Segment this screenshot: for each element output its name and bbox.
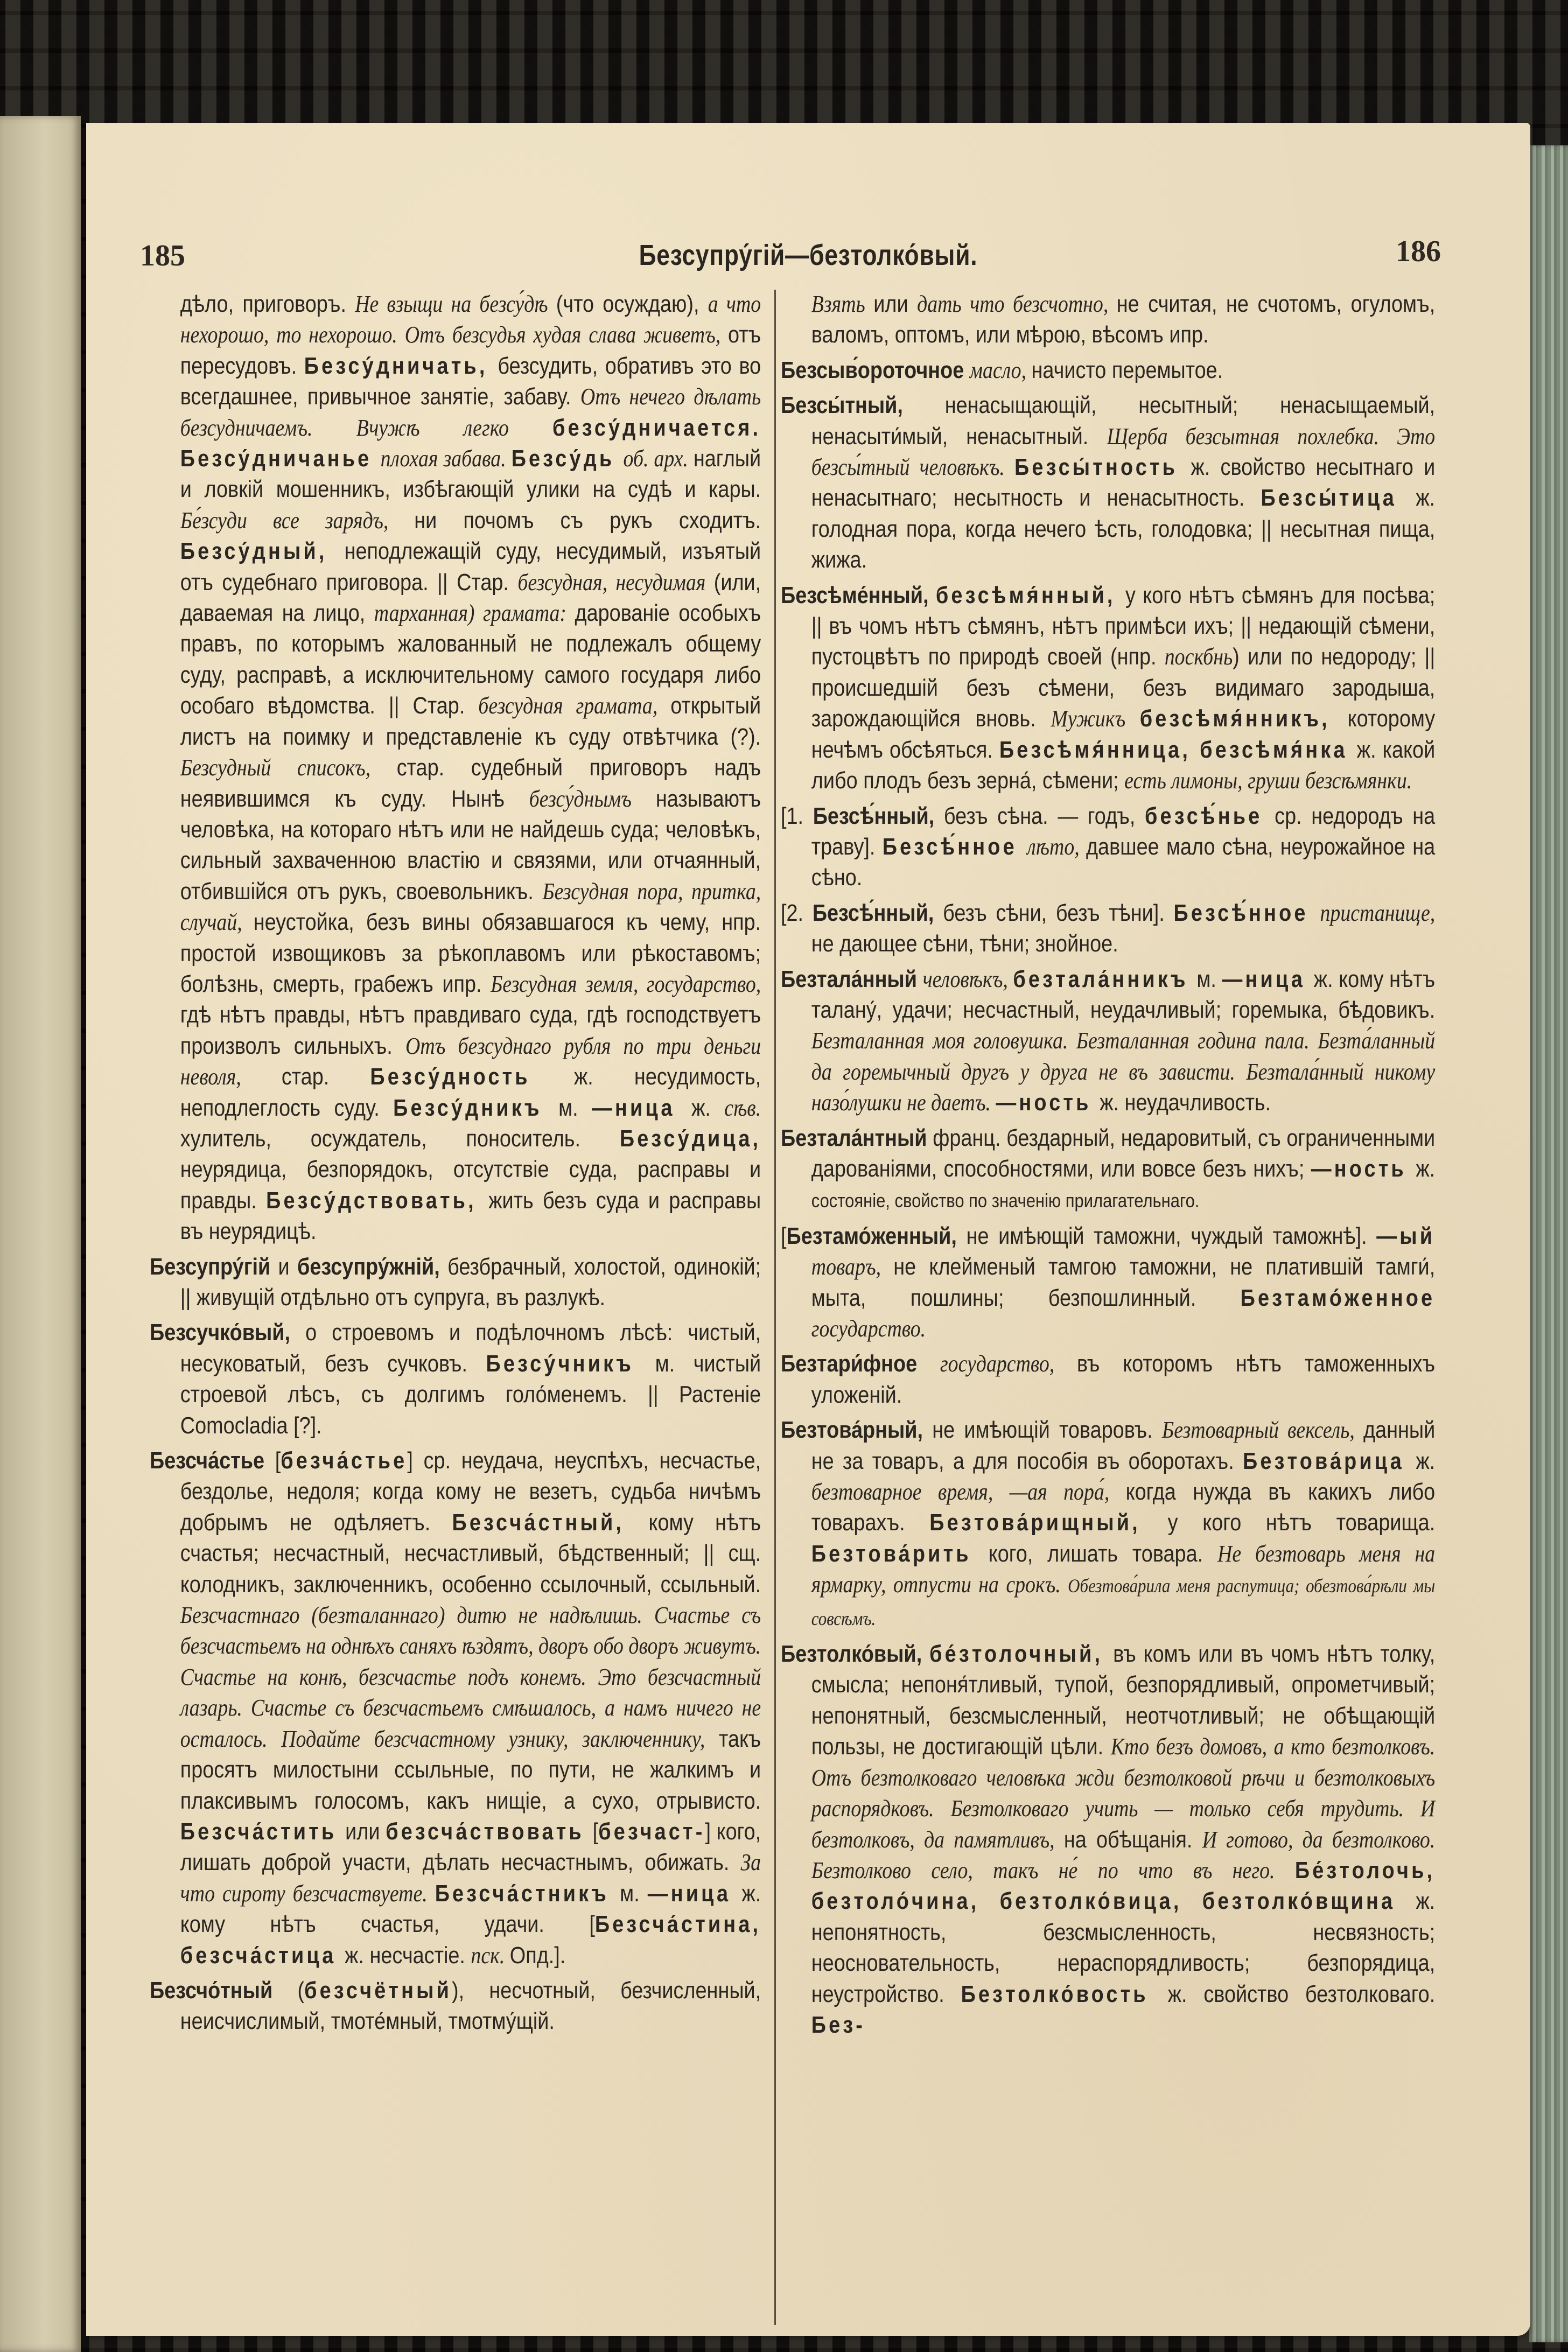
left-column: [150, 289, 761, 2041]
definition-text: дѣло, приговоръ.: [180, 291, 355, 317]
subheadword: Безсы́тица: [1261, 485, 1416, 512]
definition-text: отъ пересудовъ.: [180, 321, 761, 379]
subheadword: безсѣ́нье: [1145, 802, 1275, 829]
definition-text: ж.: [1416, 1155, 1436, 1182]
definition-text: франц. бездарный, недаровитый, съ ограниченными дарованіями, способностями, или вовсе безъ нихъ;: [811, 1124, 1436, 1182]
definition-text: жить безъ суда и расправы въ неурядицѣ.: [180, 1187, 761, 1245]
example-italic: сѣв.: [724, 1094, 761, 1121]
definition-text: не считая, не счотомъ, огуломъ, валомъ, оптомъ, или мѣрою, вѣсомъ ипр.: [811, 291, 1436, 348]
headword: безсупру́жній,: [297, 1253, 448, 1280]
subheadword: —ность: [996, 1089, 1100, 1116]
example-italic: безсудная грамата,: [478, 692, 671, 719]
definition-text: состояніе, свойство по значенію прилагательнаго.: [811, 1189, 1200, 1212]
definition-text: безъ сѣна. — годъ,: [943, 802, 1145, 829]
definition-text: ), несчотный, безчисленный, неисчислимый, тмоте́мный, тмотму́щій.: [180, 1977, 761, 2035]
definition-text: въ которомъ нѣтъ таможенныхъ уложеній.: [811, 1350, 1436, 1408]
subheadword: Безсѣмя́нница, безсѣмя́нка: [999, 736, 1357, 763]
definition-text: ж. неудачливость.: [1100, 1089, 1271, 1116]
example-italic: тарханная) грамата:: [374, 600, 575, 627]
subheadword: Безсы́тность: [1014, 454, 1191, 481]
definition-text: ж. кому нѣтъ талану́, удачи; несчастный, неудачливый; горемыка, бѣдовикъ.: [811, 965, 1436, 1023]
dictionary-entry: [781, 898, 1435, 960]
definition-text: ] ср. неудача, неуспѣхъ, несчастье, бездолье, недоля; когда кому не везетъ, судьба ничѣмъ добрымъ не одѣляетъ.: [180, 1447, 761, 1536]
subheadword: безсу́дничается. Безсу́дничанье: [180, 414, 761, 472]
definition-text: неподлежащій суду, несудимый, изъятый отъ судебнаго приговора. || Стар.: [180, 538, 761, 596]
definition-text: и: [278, 1253, 297, 1280]
subheadword: Безсу́дь: [511, 445, 624, 472]
subheadword: Безсча́стить: [180, 1818, 346, 1845]
subheadword: Безтова́рить: [811, 1540, 989, 1567]
definition-text: безсудить, обративъ это во всегдашнее, привычное занятіе, забаву.: [180, 352, 761, 410]
definition-text: ж. свойство несытнаго и ненасытнаго; несытность и ненасытность.: [811, 454, 1436, 512]
subheadword: безсѣмя́нникъ,: [1139, 705, 1348, 732]
definition-text: [: [275, 1447, 281, 1474]
definition-text: не имѣющій товаровъ.: [932, 1417, 1162, 1444]
example-italic: Безсудная земля, государство,: [491, 970, 761, 997]
definition-text: [1.: [781, 802, 813, 829]
headword: Безсы́тный,: [781, 392, 945, 419]
example-italic: И готово, да безтолково. Безтолково село, такъ не́ по что въ него.: [811, 1826, 1436, 1884]
dictionary-entry: [781, 1639, 1435, 2040]
subheadword: Безсѣ́нное: [1173, 899, 1320, 926]
subheadword: Безсу́дный,: [180, 538, 345, 565]
definition-text: м.: [558, 1094, 592, 1121]
headword: Безтамо́женный,: [786, 1222, 967, 1249]
definition-text: стар.: [281, 1063, 370, 1090]
subheadword: Безсу́дица,: [619, 1125, 761, 1152]
example-italic: За что сироту безсчаствуете.: [180, 1849, 761, 1907]
example-italic: Бе́зсуди все зарядъ,: [180, 507, 415, 534]
example-italic: Обезтова́рила меня распутица; обезтова́рѣли мы совсѣмъ.: [811, 1575, 1436, 1629]
definition-text: безъ сѣни, безъ тѣни].: [943, 899, 1174, 926]
example-italic: Не безтоварь меня на ярмарку, отпусти на срокъ.: [811, 1540, 1436, 1598]
dictionary-entry: [781, 1415, 1435, 1634]
subheadword: —ность: [1311, 1155, 1416, 1182]
example-italic: Кто безъ домовъ, а кто безтолковъ. Отъ безтолковаго человѣка жди безтолковой рѣчи и безтолковыхъ распорядковъ. Безтолковаго учить — только себя трудить. И безтолковъ, да памятливъ,: [811, 1733, 1436, 1853]
headword: Безтала́нный: [781, 965, 923, 992]
example-italic: об. арх.: [623, 445, 694, 472]
definition-text: такъ просятъ милостыни ссыльные, по пути, не жалкимъ и плаксивымъ голосомъ, какъ нищіе, а сухо, отрывисто.: [180, 1725, 761, 1814]
definition-text: ) или по недороду; || происшедшій безъ сѣмени, безъ видимаго зародыша, зарождающійся вновь.: [811, 643, 1436, 732]
definition-text: ж. несчастіе.: [345, 1942, 471, 1969]
definition-text: м.: [620, 1880, 648, 1907]
definition-text: открытый листъ на поимку и представленіе къ суду отвѣтчика (?).: [180, 692, 761, 750]
definition-text: ж. кому нѣтъ счастья, удачи. [: [180, 1880, 761, 1938]
definition-text: м.: [1196, 965, 1222, 992]
subheadword: Безсу́дникъ: [393, 1094, 559, 1121]
example-italic: Не взыщи на безсу́дѣ: [355, 291, 556, 317]
definition-text: кому нѣтъ счастья; несчастный, несчастливый, бѣдственный; || сщ. колодникъ, заключенникъ, особенно ссылочный, ссыльный.: [180, 1509, 761, 1598]
example-italic: поскбнь: [1164, 643, 1233, 670]
example-italic: безсудная, несудимая: [517, 569, 714, 596]
headword: Безтари́фное: [781, 1350, 940, 1377]
subheadword: Безтолко́вость: [961, 1980, 1168, 2007]
dictionary-entry: [781, 390, 1435, 575]
example-italic: Отъ безсуднаго рубля по три деньги неволя,: [180, 1032, 761, 1090]
definition-text: Опд.].: [509, 1942, 566, 1969]
dictionary-entry: [781, 801, 1435, 893]
headword: Безсѣ́нный,: [813, 802, 944, 829]
subheadword: Безсча́стина, безсча́стица: [180, 1911, 761, 1969]
example-italic: дать что безсчотно,: [917, 291, 1117, 317]
dictionary-entry: [150, 1251, 761, 1313]
headword: Безсѣ́нный,: [812, 899, 943, 926]
dictionary-page: [86, 123, 1530, 2336]
example-italic: товаръ,: [811, 1254, 894, 1280]
definition-text: не клейменый тамгою таможни, не платившій тамги́, мыта, пошлины; безпошлинный.: [811, 1254, 1436, 1311]
definition-text: ж. непонятность, безсмысленность, несвязность; неосновательность, нераспорядливость; безпорядица, неустройство.: [811, 1888, 1436, 2007]
subheadword: Безсу́дность: [370, 1063, 574, 1090]
right-column-text: [781, 289, 1435, 2040]
definition-text: начисто перемытое.: [1031, 356, 1223, 383]
definition-text: неурядица, безпорядокъ, отсутствіе суда, расправы и правды.: [180, 1156, 761, 1214]
subheadword: Безсѣ́нное: [882, 833, 1027, 860]
headword: Безтала́нтный: [781, 1124, 933, 1151]
dictionary-entry: [781, 1221, 1435, 1345]
definition-text: м. чистый строевой лѣсъ, съ долгимъ голо́менемъ. || Растеніе Comocladia [?].: [180, 1350, 761, 1439]
page-number-right: 186: [1396, 235, 1441, 268]
definition-text: хулитель, осуждатель, поноситель.: [180, 1125, 620, 1152]
definition-text: называютъ человѣка, на котораго нѣтъ или не найдешь суда; человѣкъ, сильный захваченною властію и связями, или отчаянный, отбившійся отъ рукъ, своевольникъ.: [180, 785, 761, 905]
definition-text: [2.: [781, 899, 813, 926]
headword: Безсчо́тный: [150, 1977, 298, 2004]
dictionary-entry: [150, 1445, 761, 1971]
definition-text: ни почомъ съ рукъ сходитъ.: [414, 507, 761, 534]
example-italic: Взять: [811, 291, 874, 317]
headword: Безсча́стье: [150, 1447, 275, 1474]
definition-text: данный не за товаръ, а для пособія въ оборотахъ.: [811, 1417, 1436, 1474]
definition-text: или: [345, 1818, 386, 1845]
dictionary-entry: [781, 964, 1435, 1118]
definition-text: [: [781, 1222, 787, 1249]
example-italic: безсу́днымъ: [529, 785, 656, 812]
definition-text: ср. недородъ на траву].: [811, 802, 1436, 860]
subheadword: Безсу́дствовать,: [266, 1187, 489, 1214]
example-italic: есть лимоны, груши безсѣмянки.: [1124, 767, 1412, 794]
column-divider-rule: [774, 290, 776, 2325]
example-italic: Безсудный списокъ,: [180, 754, 397, 781]
example-italic: пристанище,: [1320, 899, 1436, 926]
definition-text: у кого нѣтъ сѣмянъ для посѣва; || въ чомъ нѣтъ сѣмянъ, нѣтъ примѣси ихъ; || недающій сѣмени, пустоцвѣтъ по природѣ своей (нпр.: [811, 582, 1436, 670]
dictionary-entry: [150, 1975, 761, 2037]
left-column-text: [150, 289, 761, 2037]
example-italic: Безсудная пора, притка, случай,: [180, 878, 761, 936]
example-italic: Отъ нечего дѣлать безсудничаемъ. Вчужѣ легко: [180, 383, 761, 441]
subheadword: —ый: [1376, 1222, 1436, 1249]
definition-text: у кого нѣтъ товарища.: [1167, 1509, 1436, 1536]
headword: Безсучко́вый,: [150, 1319, 306, 1346]
example-italic: пск.: [471, 1942, 510, 1969]
definition-text: ж. голодная пора, когда нечего ѣсть, голодовка; || несытная пища, жижа.: [811, 485, 1436, 573]
example-italic: государство,: [940, 1350, 1077, 1377]
subheadword: Безсча́стный,: [452, 1509, 649, 1536]
dictionary-entry: [781, 355, 1435, 386]
definition-text: ж.: [1416, 1447, 1436, 1474]
subheadword: Безтамо́женное: [1240, 1284, 1436, 1311]
example-italic: а что нехорошо, то нехорошо. Отъ безсудья худая слава живетъ,: [180, 291, 761, 348]
subheadword: Без-: [811, 2011, 866, 2038]
definition-text: которому нечѣмъ обсѣяться.: [811, 705, 1436, 763]
entry-continuation: [150, 289, 761, 1247]
example-italic: Мужикъ: [1051, 705, 1140, 732]
subheadword: Бе́зтолочь, безтоло́чина, безтолко́вица, безтолко́вщина: [811, 1857, 1436, 1915]
definition-text: стар. судебный приговоръ надъ неявившимся къ суду. Нынѣ: [180, 754, 761, 812]
example-italic: лѣто,: [1027, 833, 1086, 860]
headword: Безсупру́гій: [150, 1253, 278, 1280]
definition-text: неустойка, безъ вины обязавшагося къ чему, нпр. простой извощиковъ за рѣкоплавомъ или рѣкоставомъ; болѣзнь, смерть, грабежъ ипр.: [180, 909, 761, 997]
definition-text: ненасыщающій, несытный; ненасыщаемый, ненасыти́мый, ненасытный.: [811, 392, 1436, 450]
right-column: [781, 289, 1435, 2045]
dictionary-entry: [150, 1317, 761, 1441]
definition-text: о строевомъ и подѣлочномъ лѣсѣ: чистый, несуковатый, безъ сучковъ.: [180, 1319, 761, 1377]
headword: Безтова́рный,: [781, 1417, 933, 1444]
subheadword: Безтова́рица: [1243, 1447, 1416, 1474]
example-italic: плохая забава.: [380, 445, 512, 472]
page-number-left: 185: [140, 239, 185, 272]
subheadword: безсча́ствовать: [386, 1818, 593, 1845]
subheadword: безча́стье: [281, 1447, 408, 1474]
entry-continuation: [781, 289, 1435, 351]
definition-text: когда нужда въ какихъ либо товарахъ.: [811, 1479, 1436, 1536]
subheadword: безтала́нникъ: [1013, 965, 1197, 992]
subheadword: —ница: [1222, 965, 1314, 992]
definition-text: не имѣющій таможни, чуждый таможнѣ].: [966, 1222, 1377, 1249]
dictionary-entry: [781, 580, 1435, 796]
definition-text: (: [297, 1977, 305, 2004]
definition-text: ж. свойство безтолковаго.: [1167, 1980, 1436, 2007]
definition-text: дарованіе особыхъ правъ, по которымъ жалованный не подлежалъ общему суду, расправѣ, а исключительному самого государя либо особаго вѣдомства. || Стар.: [180, 600, 761, 719]
subheadword: безчаст-: [598, 1818, 705, 1845]
subheadword: Безсча́стникъ: [435, 1880, 620, 1907]
definition-text: (что осуждаю),: [556, 291, 708, 317]
adjacent-page-sliver: [0, 116, 81, 2352]
book-page-edges: [1529, 145, 1568, 2342]
definition-text: (или, даваемая на лицо,: [180, 569, 761, 627]
headword: Безсѣме́нный,: [781, 582, 936, 608]
subheadword: —ница: [592, 1094, 692, 1121]
definition-text: давшее мало сѣна, неурожайное на сѣно.: [811, 833, 1436, 891]
definition-text: ж.: [691, 1094, 725, 1121]
example-italic: масло,: [969, 356, 1032, 383]
example-italic: Щерба безсытная похлебка. Это безсы́тный человѣкъ.: [811, 423, 1436, 481]
headword: Безтолко́вый,: [781, 1641, 930, 1668]
definition-text: гдѣ нѣтъ правды, нѣтъ правдиваго суда, гдѣ господствуетъ произволъ сильныхъ.: [180, 1002, 761, 1059]
example-italic: Безсчастнаго (безталаннаго) дитю не надѣлишь. Счастье съ безсчастьемъ на однѣхъ саняхъ ѣздятъ, дворъ обо дворъ живутъ. Счастье на конѣ, безсчастье подъ конемъ. Это безсчастный лазарь. Счастье съ безсчастьемъ смѣшалось, а намъ ничего не осталось. Подайте безсчастному узнику, заключеннику,: [180, 1602, 761, 1752]
definition-text: безбрачный, холостой, одинокій; || живущій отдѣльно отъ супруга, въ разлукѣ.: [180, 1253, 761, 1311]
definition-text: въ комъ или въ чомъ нѣтъ толку, смысла; непоня́тливый, тупой, безпорядливый, опрометчивый; непонятный, безсмысленный, неотчотливый; не обѣщающій пользы, не достигающій цѣли.: [811, 1641, 1436, 1760]
example-italic: Безталанная моя головушка. Безталанная година пала. Безта́ланный да горемычный другъ у друга не въ зависти. Безтала́нный никому назо́лушки не даетъ.: [811, 1027, 1436, 1116]
subheadword: безсчётный: [304, 1977, 452, 2004]
subheadword: Безсу́чникъ: [486, 1350, 655, 1377]
definition-text: ж. какой либо плодъ безъ зерна́, сѣмени;: [811, 736, 1436, 794]
definition-text: ] кого, лишать доброй участи, дѣлать несчастнымъ, обижать.: [180, 1818, 761, 1876]
definition-text: кого, лишать товара.: [988, 1540, 1218, 1567]
definition-text: не дающее сѣни, тѣни; знойное.: [811, 930, 1118, 957]
subheadword: Безсу́дничать,: [304, 352, 498, 379]
example-italic: Безтоварный вексель,: [1161, 1417, 1363, 1444]
example-italic: безтоварное время, —ая пора́,: [811, 1479, 1126, 1506]
subheadword: —ница: [647, 1880, 742, 1907]
example-italic: человѣкъ,: [922, 965, 1013, 992]
definition-text: ж. несудимость, неподлеглость суду.: [180, 1063, 761, 1121]
definition-text: наглый и ловкій мошенникъ, избѣгающій улики на судѣ и кары.: [180, 445, 761, 503]
dictionary-entry: [781, 1123, 1435, 1216]
subheadword: Безтова́рищный,: [929, 1509, 1168, 1536]
headword: Безсыв́ороточное: [781, 356, 970, 383]
subheadword: бе́зтолочный,: [929, 1641, 1114, 1668]
subheadword: безсѣмя́нный,: [935, 582, 1126, 608]
example-italic: государство.: [811, 1315, 926, 1342]
running-head: [86, 235, 1530, 282]
dictionary-entry: [781, 1348, 1435, 1410]
running-head-title: Безсупру́гій—безтолко́вый.: [639, 239, 978, 271]
definition-text: на обѣщанія.: [1063, 1826, 1202, 1853]
definition-text: или: [873, 291, 918, 317]
definition-text: [: [592, 1818, 599, 1845]
